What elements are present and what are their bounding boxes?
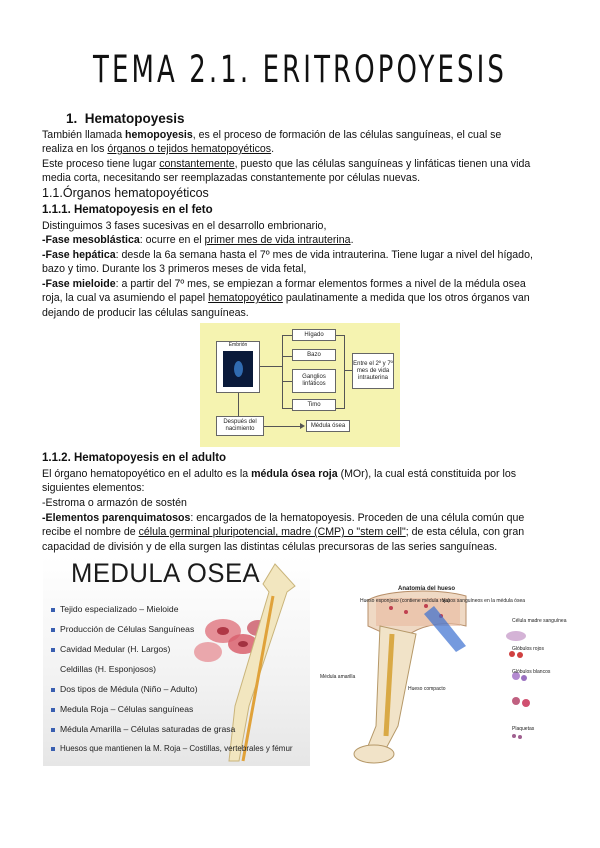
- timo-box: Timo: [292, 399, 336, 411]
- paragraph-line: dejando de producir las células sanguíneas.: [42, 307, 249, 319]
- bullet-item: Tejido especializado – Mieloide: [51, 604, 178, 614]
- section-1-heading: [66, 111, 185, 126]
- section-title: Hematopoyesis: [84, 111, 185, 126]
- paragraph-line: -Fase mesoblástica: ocurre en el primer mes de vida intrauterina.: [42, 234, 354, 246]
- after-birth-box: Después del nacimiento: [216, 416, 264, 436]
- bazo-box: Bazo: [292, 349, 336, 361]
- paragraph-line: media corta, necesitando ser reemplazadas constantemente por células nuevas.: [42, 172, 421, 184]
- paragraph-line: También llamada hemopoyesis, es el proceso de formación de las células sanguíneas, el cual se: [42, 129, 502, 141]
- anatomy-label: Hueso compacto: [408, 686, 446, 692]
- medula-box: Médula ósea: [306, 420, 350, 432]
- paragraph-line: Este proceso tiene lugar constantemente, puesto que las células sanguíneas y linfáticas tienen una vida: [42, 158, 531, 170]
- bullet-icon: [51, 688, 55, 692]
- paragraph-line: bazo y timo. Durante los 3 primeros meses de vida fetal,: [42, 263, 307, 275]
- bullet-icon: [51, 608, 55, 612]
- bullet-icon: [51, 708, 55, 712]
- bullet-icon: [51, 728, 55, 732]
- paragraph-line: roja, la cual va asumiendo el papel hematopoyético paulatinamente a medida que los otros órganos van: [42, 292, 530, 304]
- period-box: Entre el 2º y 7º mes de vida intrauterina: [352, 353, 394, 389]
- bullet-item: Celdillas (H. Esponjosos): [60, 664, 156, 674]
- paragraph-line: siguientes elementos:: [42, 482, 145, 494]
- anatomy-label: Médula amarilla: [320, 674, 356, 680]
- arrow-icon: [300, 423, 305, 429]
- bullet-item: Huesos que mantienen la M. Roja – Costillas, vertebrales y fémur: [51, 744, 293, 753]
- anatomy-label: Vasos sanguíneos en la médula ósea: [442, 598, 526, 604]
- paragraph-line: -Estroma o armazón de sostén: [42, 497, 187, 509]
- paragraph-line: -Fase mieloide: a partir del 7º mes, se empiezan a formar elementos formes a nivel de la médula osea: [42, 278, 526, 290]
- bullet-item: Médula Amarilla – Células saturadas de grasa: [51, 724, 235, 734]
- bullet-icon: [51, 628, 55, 632]
- anatomy-label: Plaquetas: [512, 726, 535, 732]
- anatomy-label: Glóbulos rojos: [512, 646, 544, 652]
- subsection-heading: 1.1.Órganos hematopoyéticos: [42, 186, 209, 200]
- hematopoiesis-diagram: [200, 323, 400, 447]
- bullet-item: Medula Roja – Células sanguíneas: [51, 704, 193, 714]
- paragraph-line: Distinguimos 3 fases sucesivas en el desarrollo embrionario,: [42, 220, 327, 232]
- paragraph-line: -Elementos parenquimatosos: encargados de la hematopoyesis. Proceden de una célula común que: [42, 512, 525, 524]
- higado-box: Hígado: [292, 329, 336, 341]
- ganglios-box: Ganglios linfáticos: [292, 369, 336, 393]
- paragraph-line: recibe el nombre de célula germinal pluripotencial, madre (CMP) o "stem cell"; de esta célula, con gran: [42, 526, 525, 538]
- bullet-icon: [51, 648, 55, 652]
- bone-anatomy-image: [316, 586, 567, 764]
- bullet-item: Dos tipos de Médula (Niño – Adulto): [51, 684, 198, 694]
- paragraph-line: El órgano hematopoyético en el adulto es la médula ósea roja (MOr), la cual está constituida por los: [42, 468, 517, 480]
- page-title: TEMA 2.1. ERITROPOYESIS: [92, 48, 507, 91]
- embryo-box: Embrión: [216, 341, 260, 393]
- paragraph-line: capacidad de división y de ella surgen las distintas células precursoras de las series sanguíneas.: [42, 541, 498, 553]
- anatomy-title: Anatomía del hueso: [398, 586, 456, 592]
- anatomy-label: Hueso esponjoso (contiene médula roja): [360, 598, 450, 604]
- bullet-item: Producción de Células Sanguíneas: [51, 624, 194, 634]
- paragraph-line: -Fase hepática: desde la 6a semana hasta el 7º mes de vida intrauterina. Tiene lugar a nivel del hígado,: [42, 249, 533, 261]
- anatomy-label: Célula madre sanguínea: [512, 618, 567, 624]
- anatomy-label: Glóbulos blancos: [512, 669, 551, 675]
- section-number: 1.: [66, 111, 78, 126]
- medula-osea-image: [43, 556, 310, 766]
- subsubsection-heading: 1.1.2. Hematopoyesis en el adulto: [42, 452, 227, 464]
- subsubsection-heading: 1.1.1. Hematopoyesis en el feto: [42, 204, 213, 216]
- bullet-item: Cavidad Medular (H. Largos): [51, 644, 170, 654]
- medula-title: MEDULA OSEA: [71, 558, 261, 588]
- embryo-image: [223, 351, 253, 387]
- bullet-icon: [51, 747, 55, 751]
- paragraph-line: realiza en los órganos o tejidos hematopoyéticos.: [42, 143, 275, 155]
